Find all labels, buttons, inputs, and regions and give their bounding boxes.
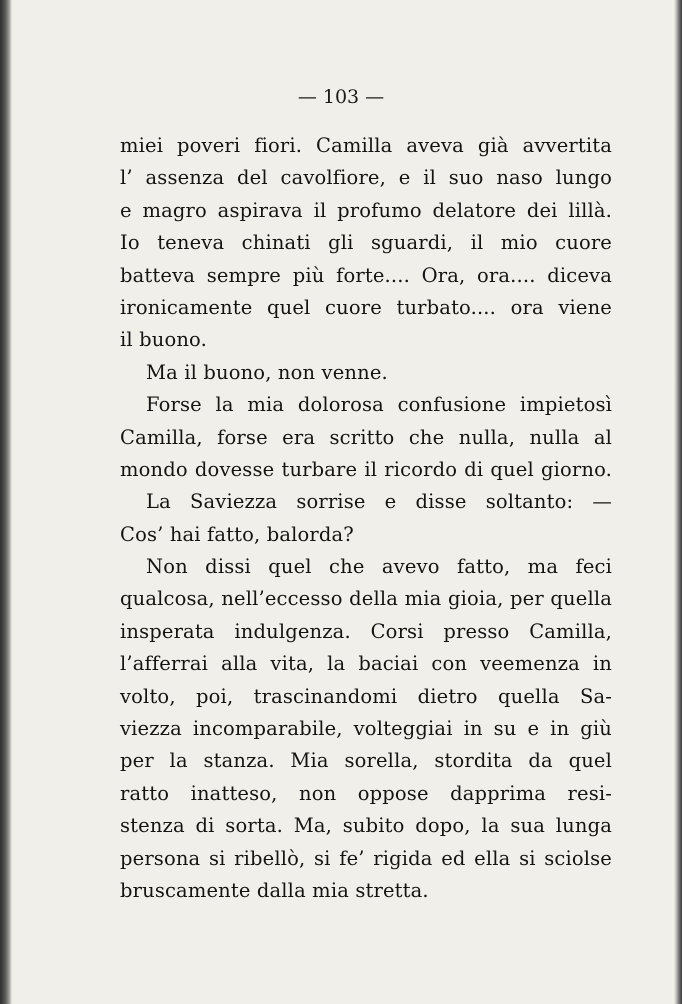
text-line: Io teneva chinati gli sguardi, il mio cuore [120, 231, 612, 255]
text-line: l’afferrai alla vita, la baciai con veemenza in [120, 652, 612, 676]
text-line: qualcosa, nell’eccesso della mia gioia, per quella [120, 587, 612, 611]
text-line: e magro aspirava il profumo delatore dei lillà. [120, 198, 612, 222]
text-line: persona si ribellò, si fe’ rigida ed ella si sciolse [120, 846, 612, 870]
text-line: il buono. [120, 328, 207, 352]
text-line: bruscamente dalla mia stretta. [120, 878, 429, 902]
text-line: stenza di sorta. Ma, subito dopo, la sua lunga [120, 814, 612, 838]
text-line: mondo dovesse turbare il ricordo di quel giorno. [120, 457, 612, 481]
text-line: batteva sempre più forte.... Ora, ora.... diceva [120, 263, 612, 287]
text-line: Ma il buono, non venne. [146, 360, 388, 384]
text-line: Camilla, forse era scritto che nulla, nulla al [120, 425, 612, 449]
text-line: per la stanza. Mia sorella, stordita da quel [120, 749, 612, 773]
text-line: l’ assenza del cavolfiore, e il suo naso lungo [120, 166, 612, 190]
text-line: ratto inatteso, non oppose dapprima resi- [120, 781, 612, 805]
page-number: — 103 — [297, 86, 385, 108]
text-line: miei poveri fiori. Camilla aveva già avvertita [120, 134, 612, 157]
text-line: La Saviezza sorrise e disse soltanto: — [146, 490, 612, 514]
text-line: insperata indulgenza. Corsi presso Camilla, [120, 619, 612, 643]
page-right-edge-shadow [674, 0, 682, 1004]
page-left-edge-shadow [0, 0, 12, 1004]
body-text [120, 130, 612, 907]
text-line: ironicamente quel cuore turbato.... ora viene [120, 295, 612, 319]
text-line: Cos’ hai fatto, balorda? [120, 522, 354, 546]
text-line: volto, poi, trascinandomi dietro quella Sa- [120, 684, 612, 708]
text-line: Non dissi quel che avevo fatto, ma feci [146, 555, 612, 579]
text-line: viezza incomparabile, volteggiai in su e in giù [120, 717, 612, 741]
text-line: Forse la mia dolorosa confusione impietosì [146, 393, 612, 417]
